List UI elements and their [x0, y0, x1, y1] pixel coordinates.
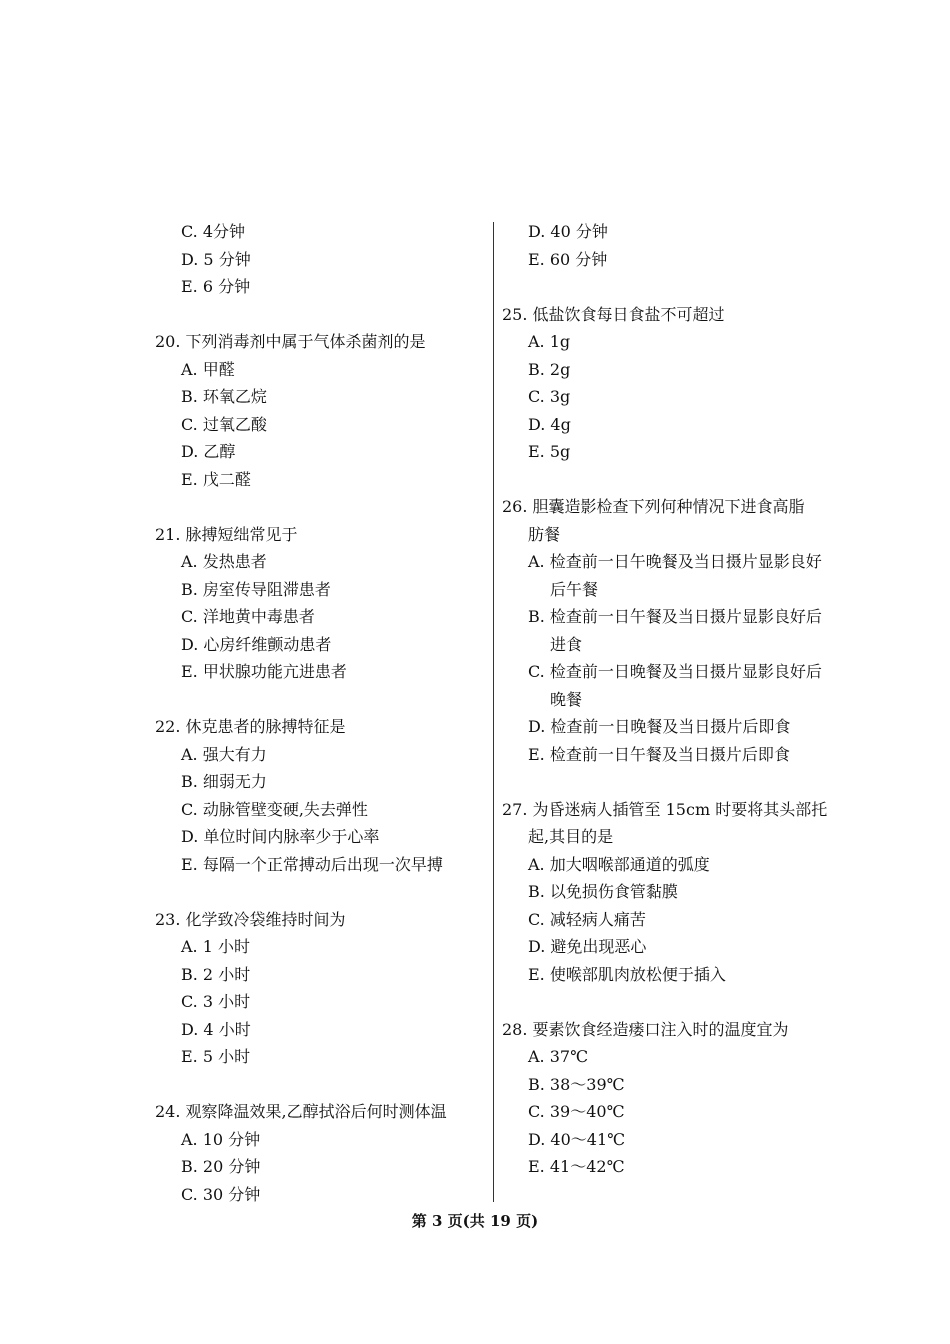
question-stem-continued: 肪餐: [528, 524, 561, 544]
page-footer: 第 3 页(共 19 页): [411, 1212, 539, 1230]
option-line: E. 60 分钟: [528, 249, 608, 269]
question-stem: 26. 胆囊造影检查下列何种情况下进食高脂: [502, 497, 805, 516]
option-line: C. 39～40℃: [528, 1102, 625, 1121]
option-line: D. 40 分钟: [528, 222, 608, 241]
column-divider: [493, 222, 494, 1202]
option-line: B. 20 分钟: [181, 1157, 261, 1176]
option-line: B. 2g: [528, 359, 571, 379]
option-line: D. 心房纤维颤动患者: [181, 634, 332, 654]
question-stem: 28. 要素饮食经造瘘口注入时的温度宜为: [502, 1019, 789, 1039]
option-line: A. 检查前一日午晚餐及当日摄片显影良好: [528, 552, 822, 571]
question-stem: 27. 为昏迷病人插管至 15cm 时要将其头部托: [502, 799, 828, 819]
option-line: E. 5 小时: [181, 1047, 251, 1066]
question-stem: 21. 脉搏短绌常见于: [155, 524, 298, 544]
option-line: B. 以免损伤食管黏膜: [528, 882, 678, 901]
option-line: E. 每隔一个正常搏动后出现一次早搏: [181, 854, 443, 874]
question-stem: 22. 休克患者的脉搏特征是: [155, 717, 346, 736]
option-line: B. 2 小时: [181, 964, 251, 984]
option-line: C. 过氧乙酸: [181, 414, 267, 434]
option-line: E. 41～42℃: [528, 1157, 625, 1176]
option-line: C. 3 小时: [181, 992, 251, 1011]
spacer: [502, 466, 842, 494]
option-line: A. 1g: [528, 332, 571, 351]
option-line: D. 乙醇: [181, 442, 236, 461]
option-line: D. 5 分钟: [181, 249, 251, 269]
question-stem: 24. 观察降温效果,乙醇拭浴后何时测体温: [155, 1102, 447, 1121]
option-line: C. 洋地黄中毒患者: [181, 607, 315, 626]
spacer: [155, 1071, 475, 1099]
option-line: D. 40～41℃: [528, 1129, 626, 1149]
option-line: C. 30 分钟: [181, 1184, 261, 1204]
option-line: A. 37℃: [528, 1047, 588, 1066]
option-line: D. 避免出现恶心: [528, 937, 647, 956]
option-line: D. 4g: [528, 414, 571, 434]
option-line: A. 加大咽喉部通道的弧度: [528, 854, 710, 874]
option-line: D. 单位时间内脉率少于心率: [181, 827, 380, 846]
question-stem: 20. 下列消毒剂中属于气体杀菌剂的是: [155, 332, 426, 351]
option-line-continued: 后午餐: [550, 579, 599, 599]
option-line: C. 动脉管壁变硬,失去弹性: [181, 799, 368, 819]
spacer: [155, 878, 475, 906]
option-line: A. 10 分钟: [181, 1129, 261, 1149]
option-line: A. 强大有力: [181, 744, 267, 764]
option-line: C. 检查前一日晚餐及当日摄片显影良好后: [528, 662, 822, 681]
option-line: B. 38～39℃: [528, 1074, 625, 1094]
question-stem: 25. 低盐饮食每日食盐不可超过: [502, 304, 725, 324]
spacer: [155, 493, 475, 521]
right-column: [502, 218, 842, 1181]
option-line: E. 6 分钟: [181, 277, 251, 296]
option-line: A. 甲醛: [181, 359, 235, 379]
option-line: B. 环氧乙烷: [181, 387, 267, 406]
option-line: B. 检查前一日午餐及当日摄片显影良好后: [528, 607, 822, 626]
question-stem: 23. 化学致冷袋维持时间为: [155, 909, 346, 929]
option-line: E. 检查前一日午餐及当日摄片后即食: [528, 744, 790, 764]
question-stem-continued: 起,其目的是: [528, 827, 614, 846]
option-line: A. 1 小时: [181, 937, 250, 956]
option-line-continued: 晚餐: [550, 689, 583, 709]
option-line: B. 细弱无力: [181, 772, 267, 791]
option-line: C. 减轻病人痛苦: [528, 909, 646, 929]
spacer: [502, 988, 842, 1016]
option-line: B. 房室传导阻滞患者: [181, 579, 331, 599]
option-line: E. 甲状腺功能亢进患者: [181, 662, 347, 681]
spacer: [502, 273, 842, 301]
left-column: [155, 218, 475, 1208]
option-line: A. 发热患者: [181, 552, 267, 571]
spacer: [155, 686, 475, 714]
option-line-continued: 进食: [550, 634, 583, 654]
spacer: [155, 301, 475, 329]
spacer: [502, 768, 842, 796]
option-line: E. 戊二醛: [181, 469, 251, 489]
option-line: C. 4分钟: [181, 222, 246, 241]
option-line: D. 4 小时: [181, 1019, 251, 1039]
option-line: E. 5g: [528, 442, 571, 461]
option-line: E. 使喉部肌肉放松便于插入: [528, 964, 726, 984]
option-line: C. 3g: [528, 387, 571, 406]
option-line: D. 检查前一日晚餐及当日摄片后即食: [528, 717, 791, 736]
